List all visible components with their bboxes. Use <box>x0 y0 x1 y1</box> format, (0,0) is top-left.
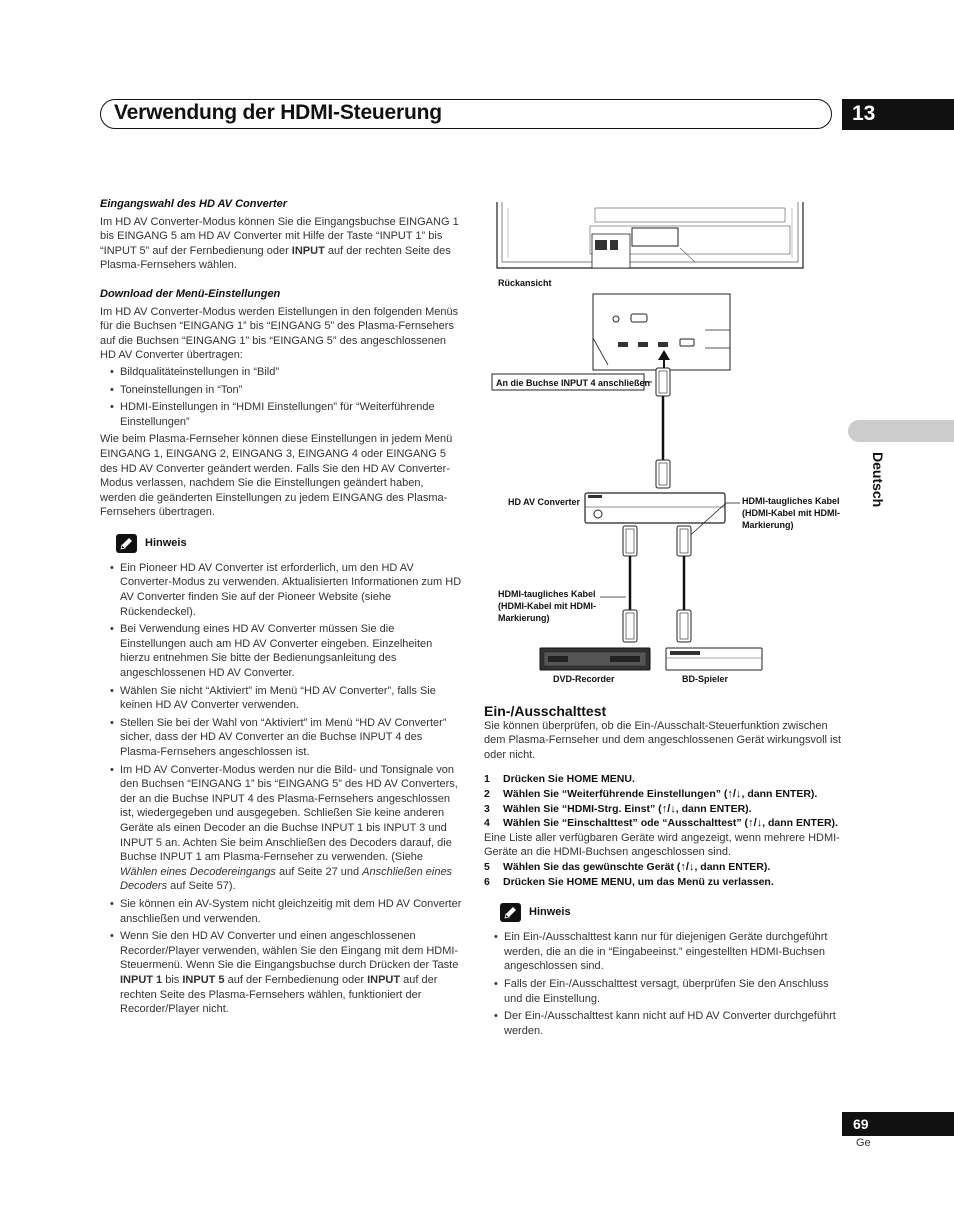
cable-label-left: Markierung) <box>498 613 550 623</box>
pencil-note-icon <box>500 903 521 922</box>
cable-label-left: HDMI-taugliches Kabel <box>498 589 596 599</box>
cable-label-left: (HDMI-Kabel mit HDMI- <box>498 601 596 611</box>
step-6: 6 Drücken Sie HOME MENU, um das Menü zu verlassen. <box>484 875 774 888</box>
step-2: 2 Wählen Sie “Weiterführende Einstellungen” (↑/↓, dann ENTER). <box>484 787 818 800</box>
chapter-number: 13 <box>842 99 954 130</box>
hdmi-cable-bd <box>677 526 691 642</box>
cable-label-right: (HDMI-Kabel mit HDMI- <box>742 508 840 518</box>
list-item: • Wählen Sie nicht “Aktiviert” im Menü “HD AV Converter”, falls Sie keinen HD AV Converter verwenden. <box>100 684 462 713</box>
section-heading: Download der Menü-Einstellungen <box>100 287 281 300</box>
note-list <box>100 561 462 1017</box>
left-column <box>100 197 462 1020</box>
bullet-list <box>100 365 462 429</box>
hdmi-cable-tv <box>656 368 670 488</box>
section-title: Ein-/Ausschalttest <box>484 703 607 719</box>
step-3: 3 Wählen Sie “HDMI-Strg. Einst” (↑/↓, dann ENTER). <box>484 802 752 815</box>
paragraph: Im HD AV Converter-Modus werden Eistellungen in den folgenden Menüs für die Buchsen “EINGANG 1” bis “EINGANG 5” des Plasma-Fernsehers auf die Buchsen “EINGANG 1” bis “EINGANG 5” des angeschlossenen HD AV Converter übertragen: <box>100 305 459 362</box>
converter-label: HD AV Converter <box>508 497 581 507</box>
note-list <box>484 930 846 1038</box>
rear-view-label: Rückansicht <box>498 278 552 288</box>
bd-player-device <box>666 648 762 670</box>
cable-label-right: HDMI-taugliches Kabel <box>742 496 840 506</box>
list-item: • Im HD AV Converter-Modus werden nur die Bild- und Tonsignale von den Buchsen “EINGANG 1” bis “EINGANG 5” des HD AV Converters, der an die Buchse INPUT 4 des Plasma-Fernsehers angeschlossen ist, wiedergegeben und ausgegeben. Schließen Sie keine anderen Geräte als einen Decoder an die Buchse INPUT 1 bis INPUT 3 und INPUT 5 an. Achten Sie beim Anschließen des Decoders darauf, die Buchse INPUT 1 am Plasma-Fernseher zu verwenden. (Siehe Wählen eines Decodereingangs auf Seite 27 und Anschließen eines Decoders auf Seite 57). <box>100 763 462 894</box>
converter-device <box>585 493 725 523</box>
step-4: 4 Wählen Sie “Einschalttest” ode “Ausschalttest” (↑/↓, dann ENTER). <box>484 817 838 830</box>
language-label: Deutsch <box>870 452 886 508</box>
hdmi-cable-dvd <box>623 526 637 642</box>
list-item: • Falls der Ein-/Ausschalttest versagt, überprüfen Sie den Anschluss und die Einstellung. <box>484 977 846 1006</box>
page-number: 69 <box>842 1112 954 1136</box>
tv-rear-panel <box>497 202 803 268</box>
list-item: • Bildqualitäteinstellungen in “Bild” <box>100 365 462 380</box>
language-tab <box>848 420 954 442</box>
paragraph: Sie können überprüfen, ob die Ein-/Ausschalt-Steuerfunktion zwischen dem Plasma-Fernseher und dem angeschlossenen Gerät wirkungsvoll ist oder nicht. <box>484 719 842 761</box>
list-item: • Bei Verwendung eines HD AV Converter müssen Sie die Einstellungen auch am HD AV Converter eingeben. Einzelheiten hierzu entnehmen Sie bitte der Bedienungsanleitung des angeschlossenen HD AV Converter. <box>100 622 462 680</box>
bd-label: BD-Spieler <box>682 674 729 684</box>
cable-label-right: Markierung) <box>742 520 794 530</box>
section-heading: Eingangswahl des HD AV Converter <box>100 198 288 210</box>
step-5: 5 Wählen Sie das gewünschte Gerät (↑/↓, dann ENTER). <box>484 860 771 873</box>
page-language-code: Ge <box>856 1137 871 1149</box>
list-item: • Sie können ein AV-System nicht gleichzeitig mit dem HD AV Converter anschließen und verwenden. <box>100 897 462 926</box>
list-item: • Wenn Sie den HD AV Converter und einen angeschlossenen Recorder/Player verwenden, wählen Sie den Eingang mit dem HDMI-Steuermenü. Wenn Sie die Eingangsbuchse durch Drücken der Taste INPUT 1 bis INPUT 5 auf der Fernbedienung oder INPUT auf der rechten Seite des Plasma-Fernsehers wählen, funktioniert der Recorder/Player nicht. <box>100 929 462 1017</box>
step-1: 1 Drücken Sie HOME MENU. <box>484 773 635 786</box>
step-description: Eine Liste aller verfügbaren Geräte wird angezeigt, wenn mehrere HDMI-Geräte an die HDMI-Buchsen angeschlossen sind. <box>484 831 840 859</box>
page-title: Verwendung der HDMI-Steuerung <box>114 101 442 124</box>
note-heading: Hinweis <box>116 534 462 553</box>
dvd-label: DVD-Recorder <box>553 674 615 684</box>
list-item: • Ein Ein-/Ausschalttest kann nur für diejenigen Geräte durchgeführt werden, die an die in “Eingabeeinst.” eingestellten HDMI-Buchsen angeschlossen sind. <box>484 930 846 974</box>
right-column <box>484 704 846 1041</box>
note-heading: Hinweis <box>500 903 846 922</box>
list-item: • Toneinstellungen in “Ton” <box>100 383 462 398</box>
dvd-recorder-device <box>540 648 650 670</box>
list-item: • Der Ein-/Ausschalttest kann nicht auf HD AV Converter durchgeführt werden. <box>484 1009 846 1038</box>
list-item: • HDMI-Einstellungen in “HDMI Einstellungen” für “Weiterführende Einstellungen” <box>100 400 462 429</box>
terminal-closeup <box>593 294 730 370</box>
list-item: • Stellen Sie bei der Wahl von “Aktiviert” im Menü “HD AV Converter” sicher, dass der HD AV Converter an die Buchse INPUT 4 des Plasma-Fernsehers angeschlossen ist. <box>100 716 462 760</box>
pencil-note-icon <box>116 534 137 553</box>
list-item: • Ein Pioneer HD AV Converter ist erforderlich, um den HD AV Converter-Modus zu verwenden. Aktualisierten Informationen zum HD AV Converter finden Sie auf der Pioneer Website (siehe Rückendeckel). <box>100 561 462 619</box>
input4-label: An die Buchse INPUT 4 anschließen <box>496 378 651 388</box>
connection-diagram <box>490 200 850 690</box>
paragraph: Im HD AV Converter-Modus können Sie die Eingangsbuchse EINGANG 1 bis EINGANG 5 am HD AV Converter mit Hilfe der Taste “INPUT 1” bis “INPUT 5” auf der Fernbedienung oder INPUT auf der rechten Seite des Plasma-Fernsehers wählen. <box>100 215 459 272</box>
paragraph: Wie beim Plasma-Fernseher können diese Einstellungen in jedem Menü EINGANG 1, EINGANG 2, EINGANG 3, EINGANG 4 oder EINGANG 5 des HD AV Converter geändert werden. Falls Sie den HD AV Converter-Modus verlassen, nachdem Sie die Einstellungen geändert haben, werden die geänderten Einstellungen zu jedem EINGANG des Plasma-Fernsehers übertragen. <box>100 433 453 519</box>
